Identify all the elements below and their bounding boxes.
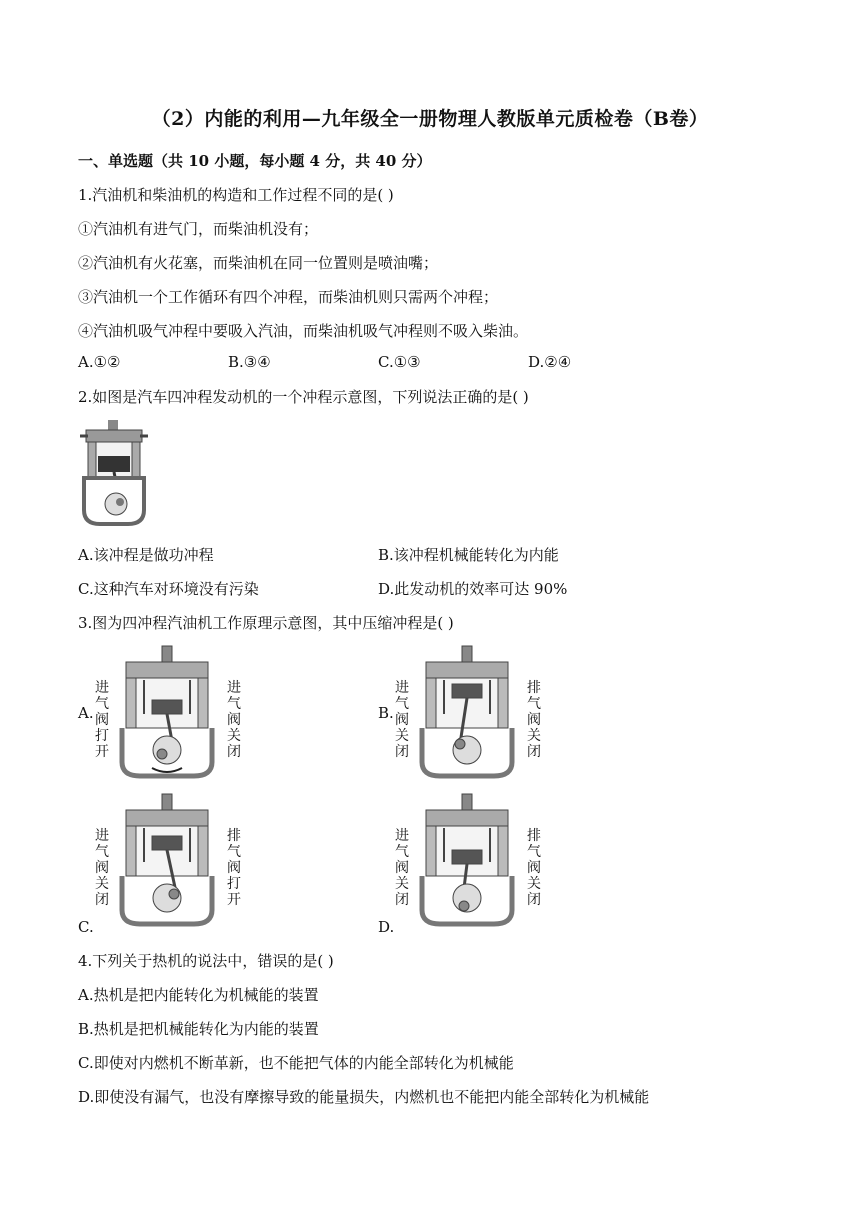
- q3-a-left-label: 进气阀打开: [95, 680, 109, 760]
- q3-option-b-letter: B.: [378, 704, 394, 722]
- q3-b-left-label: 进气阀关闭: [395, 680, 409, 760]
- q1-option-c: C.①③: [378, 353, 421, 371]
- q3-stem: 3.图为四冲程汽油机工作原理示意图，其中压缩冲程是( ): [78, 614, 454, 632]
- engine-diagram-d: [412, 792, 522, 928]
- q2-option-b: B.该冲程机械能转化为内能: [378, 546, 559, 564]
- q4-option-d: D.即使没有漏气，也没有摩擦导致的能量损失，内燃机也不能把内能全部转化为机械能: [78, 1088, 650, 1106]
- q1-statement: ②汽油机有火花塞，而柴油机在同一位置则是喷油嘴；: [78, 254, 439, 272]
- q2-option-a: A.该冲程是做功冲程: [78, 546, 214, 564]
- page-title: （2）内能的利用—九年级全一册物理人教版单元质检卷（B卷）: [151, 108, 709, 130]
- q2-stem: 2.如图是汽车四冲程发动机的一个冲程示意图，下列说法正确的是( ): [78, 388, 529, 406]
- q3-option-a-letter: A.: [78, 704, 94, 722]
- q3-d-left-label: 进气阀关闭: [395, 828, 409, 908]
- q3-c-right-label: 排气阀打开: [227, 828, 241, 908]
- q1-statement: ④汽油机吸气冲程中要吸入汽油，而柴油机吸气冲程则不吸入柴油。: [78, 322, 529, 340]
- q1-option-a: A.①②: [78, 353, 121, 371]
- q2-option-d: D.此发动机的效率可达 90%: [378, 580, 568, 598]
- q4-option-c: C.即使对内燃机不断革新，也不能把气体的内能全部转化为机械能: [78, 1054, 514, 1072]
- q1-stem: 1.汽油机和柴油机的构造和工作过程不同的是( ): [78, 186, 394, 204]
- q2-option-c: C.这种汽车对环境没有污染: [78, 580, 259, 598]
- q3-b-right-label: 排气阀关闭: [527, 680, 541, 760]
- engine-diagram-b: [412, 644, 522, 780]
- q3-a-right-label: 进气阀关闭: [227, 680, 241, 760]
- q3-option-c-letter: C.: [78, 918, 94, 936]
- q3-c-left-label: 进气阀关闭: [95, 828, 109, 908]
- section-heading: 一、单选题（共 10 小题，每小题 4 分，共 40 分）: [78, 152, 432, 170]
- engine-diagram-c: [112, 792, 222, 928]
- q4-option-b: B.热机是把机械能转化为内能的装置: [78, 1020, 319, 1038]
- q1-option-d: D.②④: [528, 353, 572, 371]
- q4-option-a: A.热机是把内能转化为机械能的装置: [78, 986, 319, 1004]
- q3-option-d-letter: D.: [378, 918, 395, 936]
- q4-stem: 4.下列关于热机的说法中，错误的是( ): [78, 952, 334, 970]
- q1-option-b: B.③④: [228, 353, 271, 371]
- q1-statement: ③汽油机一个工作循环有四个冲程，而柴油机则只需两个冲程；: [78, 288, 499, 306]
- q3-d-right-label: 排气阀关闭: [527, 828, 541, 908]
- q1-statement: ①汽油机有进气门，而柴油机没有；: [78, 220, 319, 238]
- engine-diagram-a: [112, 644, 222, 780]
- engine-stroke-diagram: [78, 418, 150, 528]
